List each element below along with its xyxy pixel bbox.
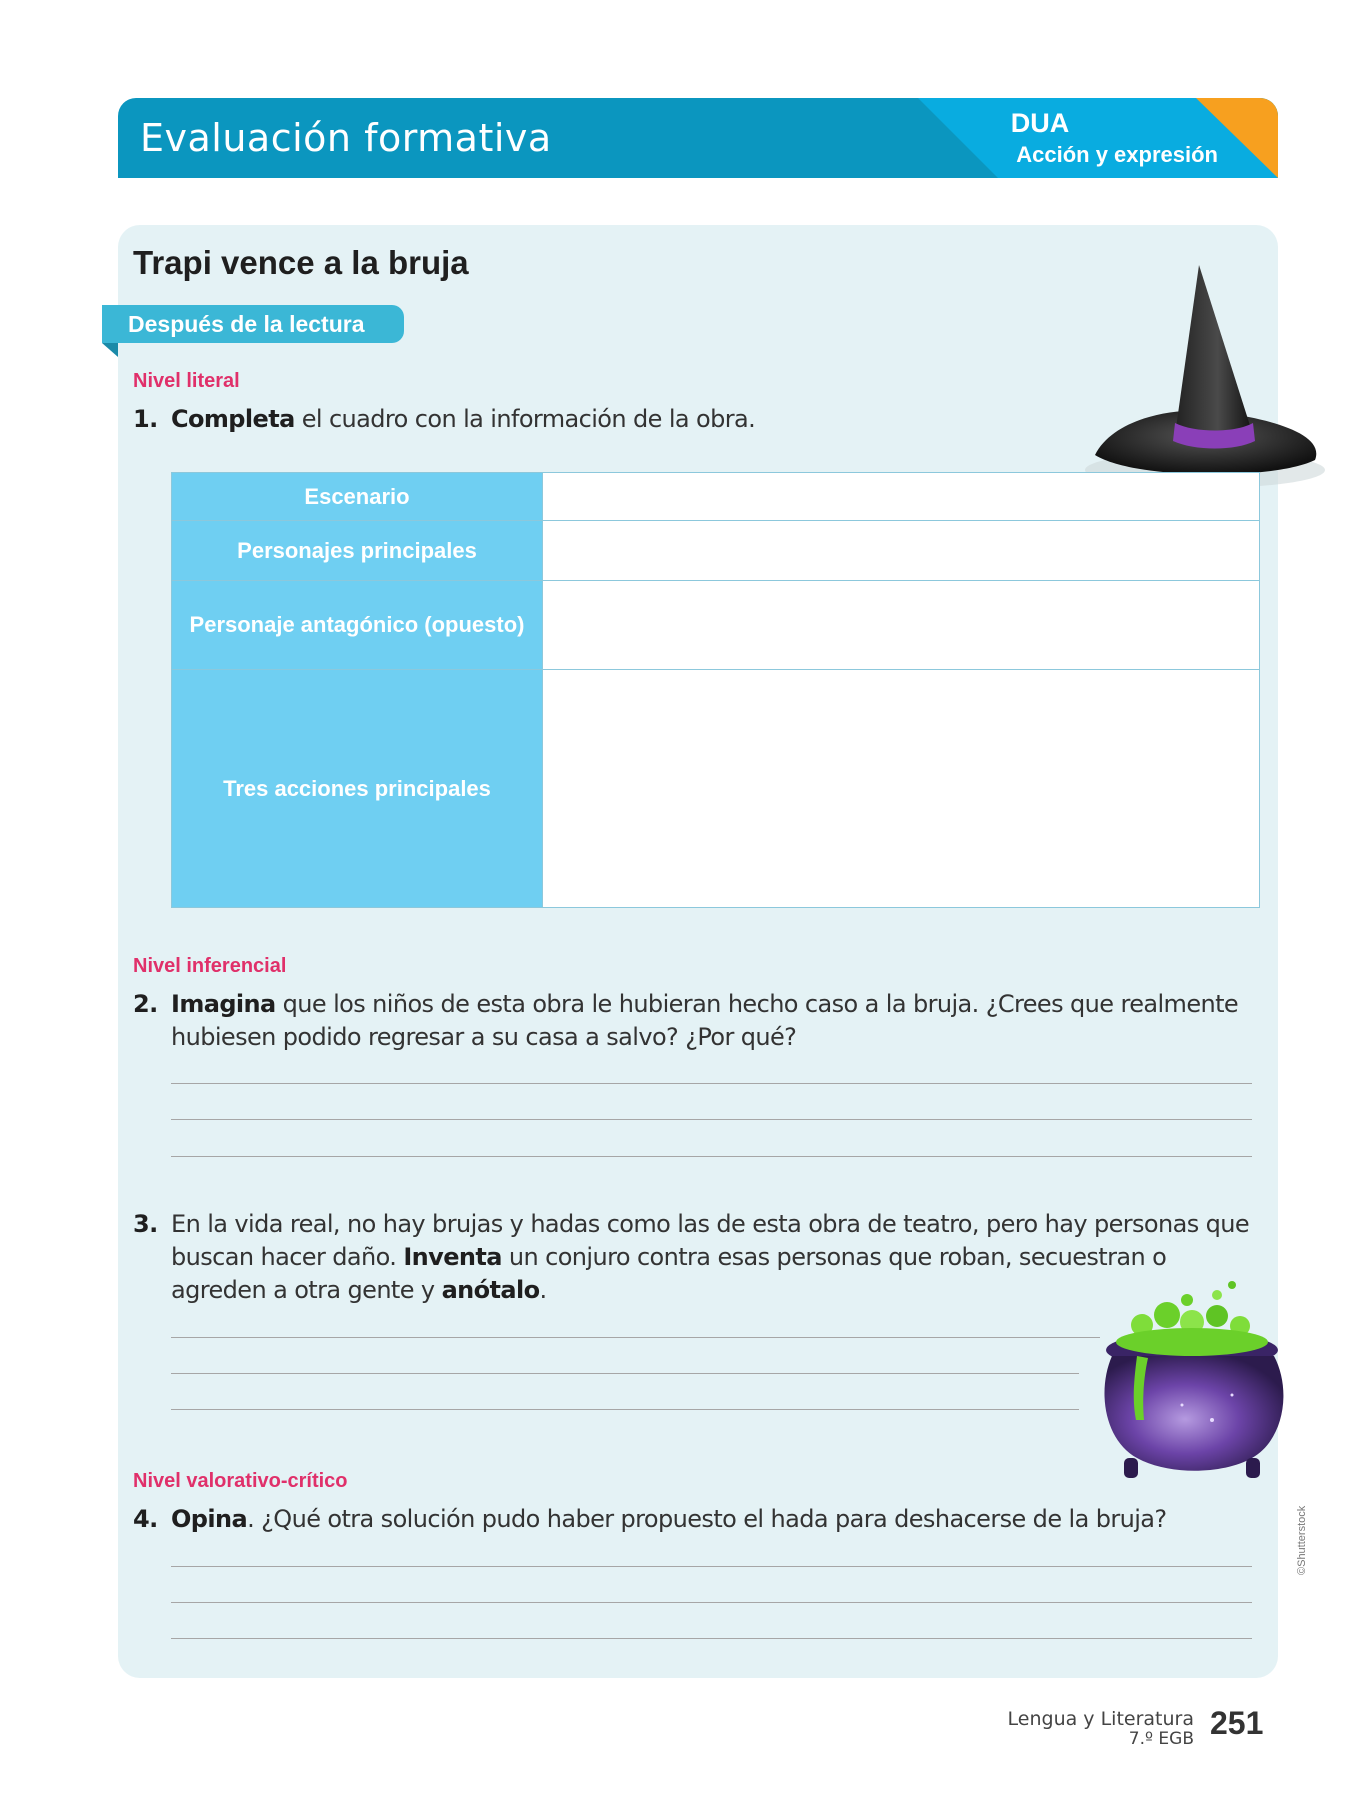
question-number: 4. [133,1505,158,1533]
q1-text: el cuadro con la información de la obra. [294,405,756,433]
answer-cell-acciones[interactable] [543,670,1260,908]
section-title: Evaluación formativa [140,116,552,160]
table-row [172,581,1260,670]
table-row [172,670,1260,908]
q2-verb: Imagina [171,990,276,1018]
table-row [172,521,1260,581]
answer-line[interactable] [171,1337,1100,1338]
q3-pre: En la vida real, no hay brujas y hadas como las de esta obra de teatro, pero hay personas que buscan hacer daño. [171,1210,1250,1271]
row-label-antagonico: Personaje antagónico (opuesto) [172,581,543,670]
q3-verb-2: anótalo [441,1276,540,1304]
answer-line[interactable] [171,1373,1079,1374]
activity-title: Trapi vence a la bruja [133,244,469,281]
q4-text: . ¿Qué otra solución pudo haber propuesto el hada para deshacerse de la bruja? [247,1505,1167,1533]
answer-line[interactable] [171,1638,1252,1639]
question-1 [133,403,1263,443]
table-row [172,473,1260,521]
answer-cell-escenario[interactable] [543,473,1260,521]
q3-mid: un conjuro contra esas personas que roban, secuestran o agreden a otra gente y [171,1243,1167,1304]
dua-subtitle: Acción y expresión [1016,142,1218,167]
question-number: 3. [133,1210,158,1238]
question-4 [133,1503,1263,1543]
question-2 [133,988,1263,1058]
answer-line[interactable] [171,1409,1079,1410]
answer-line[interactable] [171,1566,1252,1567]
level-inferencial: Nivel inferencial [133,955,287,977]
q2-text: que los niños de esta obra le hubieran hecho caso a la bruja. ¿Crees que realmente hubiesen podido regresar a su casa a salvo? ¿Por qué? [171,990,1239,1051]
q3-verb: Inventa [403,1243,502,1271]
answer-line[interactable] [171,1602,1252,1603]
page-number: 251 [1210,1705,1264,1741]
footer-subject: Lengua y Literatura [1007,1708,1194,1730]
answer-line[interactable] [171,1119,1252,1120]
answer-cell-antagonico[interactable] [543,581,1260,670]
dua-label: DUA [1010,108,1070,138]
q3-post: . [539,1276,547,1304]
q4-verb: Opina [171,1505,248,1533]
tab-fold [102,343,118,357]
question-number: 2. [133,990,158,1018]
row-label-escenario: Escenario [172,473,543,521]
answer-line[interactable] [171,1083,1252,1084]
row-label-acciones: Tres acciones principales [172,670,543,908]
reading-stage-tab: Después de la lectura [102,305,404,343]
cauldron-icon [1092,1280,1302,1490]
level-literal: Nivel literal [133,370,240,392]
footer-grade: 7.º EGB [1128,1729,1194,1749]
level-valorativo: Nivel valorativo-crítico [133,1470,348,1492]
story-info-table [171,472,1260,908]
answer-cell-personajes[interactable] [543,521,1260,581]
witch-hat-icon [1075,255,1325,495]
q1-verb: Completa [171,405,295,433]
question-number: 1. [133,405,158,433]
answer-line[interactable] [171,1156,1252,1157]
image-credit: ©Shutterstock [1296,1505,1308,1575]
row-label-personajes: Personajes principales [172,521,543,581]
header-banner [118,98,1278,178]
